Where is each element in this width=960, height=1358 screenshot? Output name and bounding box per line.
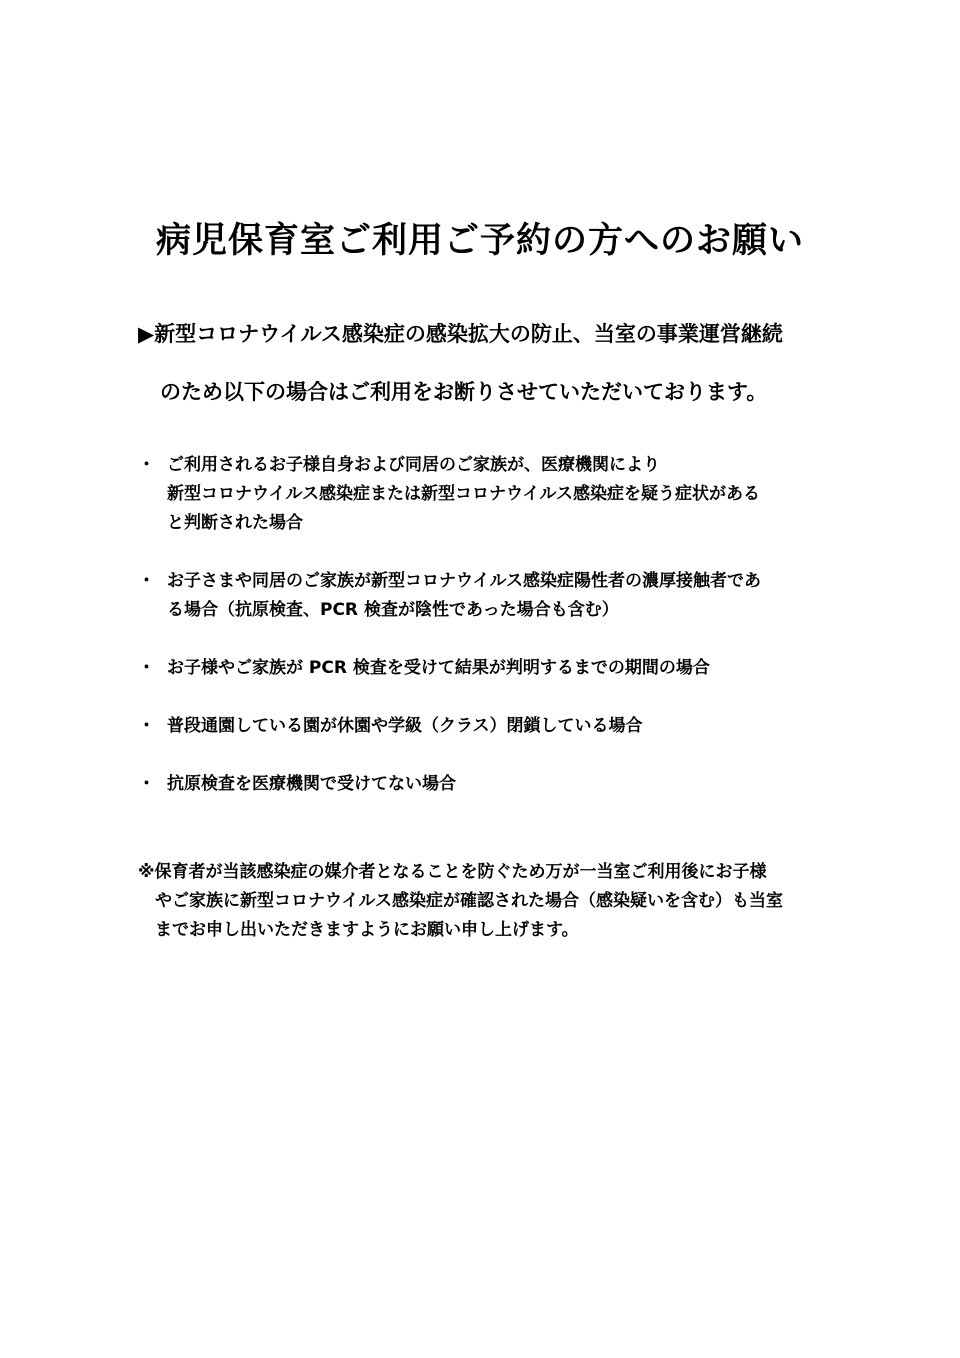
page-title: 病児保育室ご利用ご予約の方へのお願い <box>155 221 804 262</box>
bullet-item <box>138 712 838 741</box>
intro-line-2: のため以下の場合はご利用をお断りさせていただいております。 <box>160 380 768 404</box>
footnote <box>138 858 838 945</box>
bullet-marker: ・ <box>138 658 155 678</box>
bullet-item <box>138 567 838 625</box>
bullet-marker: ・ <box>138 774 155 794</box>
bullet-item <box>138 654 838 683</box>
bullet-marker: ・ <box>138 716 155 736</box>
bullet-text-line: ご利用されるお子様自身および同居のご家族が、医療機関により <box>167 455 660 475</box>
bullet-item <box>138 451 838 538</box>
intro-line-1: ▶新型コロナウイルス感染症の感染拡大の防止、当室の事業運営継続 <box>138 322 783 346</box>
bullet-text-line: お子様やご家族が PCR 検査を受けて結果が判明するまでの期間の場合 <box>167 658 710 678</box>
footnote-line: ※保育者が当該感染症の媒介者となることを防ぐため万が一当室ご利用後にお子様 <box>138 862 767 882</box>
bullet-marker: ・ <box>138 455 155 475</box>
footnote-line: やご家族に新型コロナウイルス感染症が確認された場合（感染疑いを含む）も当室 <box>155 891 783 911</box>
bullet-text-line: 抗原検査を医療機関で受けてない場合 <box>167 774 456 794</box>
footnote-line: までお申し出いただきますようにお願い申し上げます。 <box>155 920 579 940</box>
bullet-marker: ・ <box>138 571 155 591</box>
bullet-text-line: る場合（抗原検査、PCR 検査が陰性であった場合も含む） <box>167 600 619 620</box>
bullet-text-line: 普段通園している園が休園や学級（クラス）閉鎖している場合 <box>167 716 643 736</box>
bullet-text-line: お子さまや同居のご家族が新型コロナウイルス感染症陽性者の濃厚接触者であ <box>167 571 761 591</box>
bullet-text-line: と判断された場合 <box>167 513 303 533</box>
bullet-item <box>138 770 838 799</box>
bullet-text-line: 新型コロナウイルス感染症または新型コロナウイルス感染症を疑う症状がある <box>167 484 760 504</box>
